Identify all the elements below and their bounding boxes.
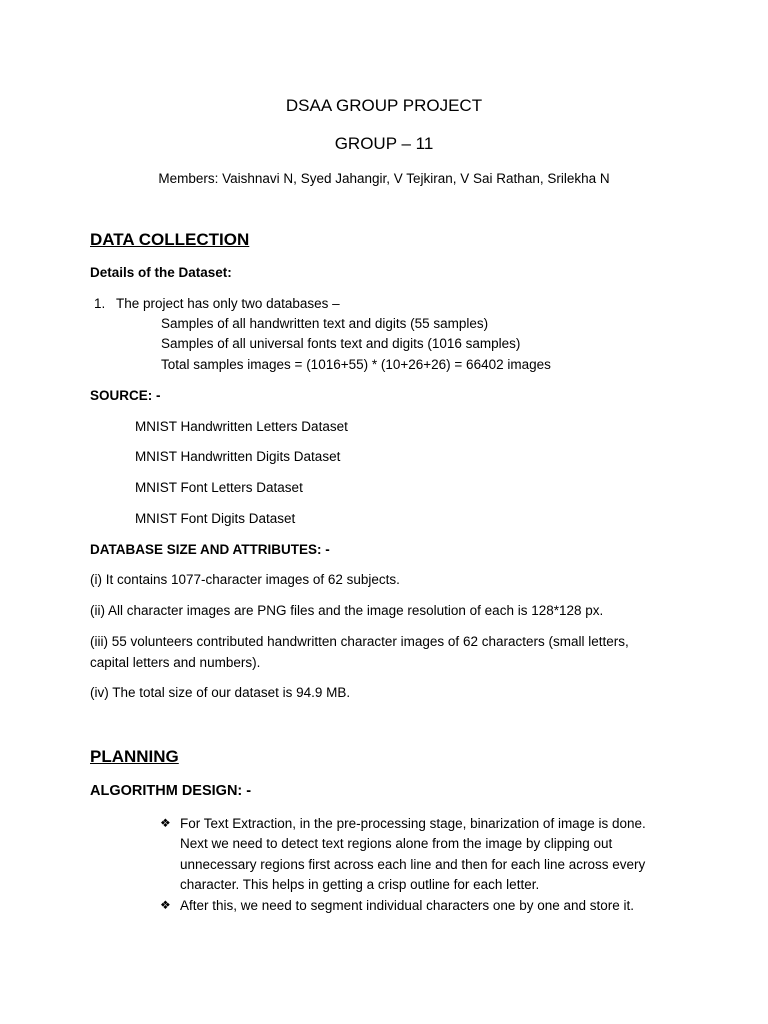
source-item: MNIST Handwritten Digits Dataset [135, 449, 341, 464]
sub-line: Samples of all universal fonts text and digits (1016 samples) [161, 336, 521, 351]
source-item: MNIST Handwritten Letters Dataset [135, 419, 348, 434]
data-collection-heading: DATA COLLECTION [90, 230, 250, 249]
bullet-line: unnecessary regions first across each line and then for each line across every [180, 857, 646, 872]
sub-line: Samples of all handwritten text and digits (55 samples) [161, 316, 489, 331]
attribute-line: (iii) 55 volunteers contributed handwritten character images of 62 characters (small letters, [90, 634, 629, 649]
bullet-line: For Text Extraction, in the pre-processing stage, binarization of image is done. [180, 816, 646, 831]
list-item-text: The project has only two databases – [116, 296, 340, 311]
group-number: GROUP – 11 [334, 134, 434, 153]
attribute-line: (ii) All character images are PNG files and the image resolution of each is 128*128 px. [90, 603, 604, 618]
list-item-number: 1. [94, 296, 106, 311]
bullet-line: Next we need to detect text regions alone from the image by clipping out [180, 836, 613, 851]
attribute-line: (i) It contains 1077-character images of 62 subjects. [90, 572, 400, 587]
source-label: SOURCE: - [90, 388, 161, 403]
dataset-details-label: Details of the Dataset: [90, 265, 232, 280]
source-item: MNIST Font Digits Dataset [135, 511, 296, 526]
diamond-bullet-icon: ❖ [160, 816, 171, 830]
source-item: MNIST Font Letters Dataset [135, 480, 303, 495]
database-attributes-label: DATABASE SIZE AND ATTRIBUTES: - [90, 542, 330, 557]
sub-line: Total samples images = (1016+55) * (10+26+26) = 66402 images [161, 357, 551, 372]
document-title: DSAA GROUP PROJECT [285, 96, 483, 115]
members-line: Members: Vaishnavi N, Syed Jahangir, V Tejkiran, V Sai Rathan, Srilekha N [158, 171, 610, 186]
algorithm-design-label: ALGORITHM DESIGN: - [90, 783, 252, 799]
diamond-bullet-icon: ❖ [160, 898, 171, 912]
planning-heading: PLANNING [90, 747, 179, 766]
attribute-line: capital letters and numbers). [90, 655, 261, 670]
bullet-line: After this, we need to segment individual characters one by one and store it. [180, 898, 635, 913]
bullet-line: character. This helps in getting a crisp outline for each letter. [180, 877, 540, 892]
attribute-line: (iv) The total size of our dataset is 94.9 MB. [90, 685, 351, 700]
